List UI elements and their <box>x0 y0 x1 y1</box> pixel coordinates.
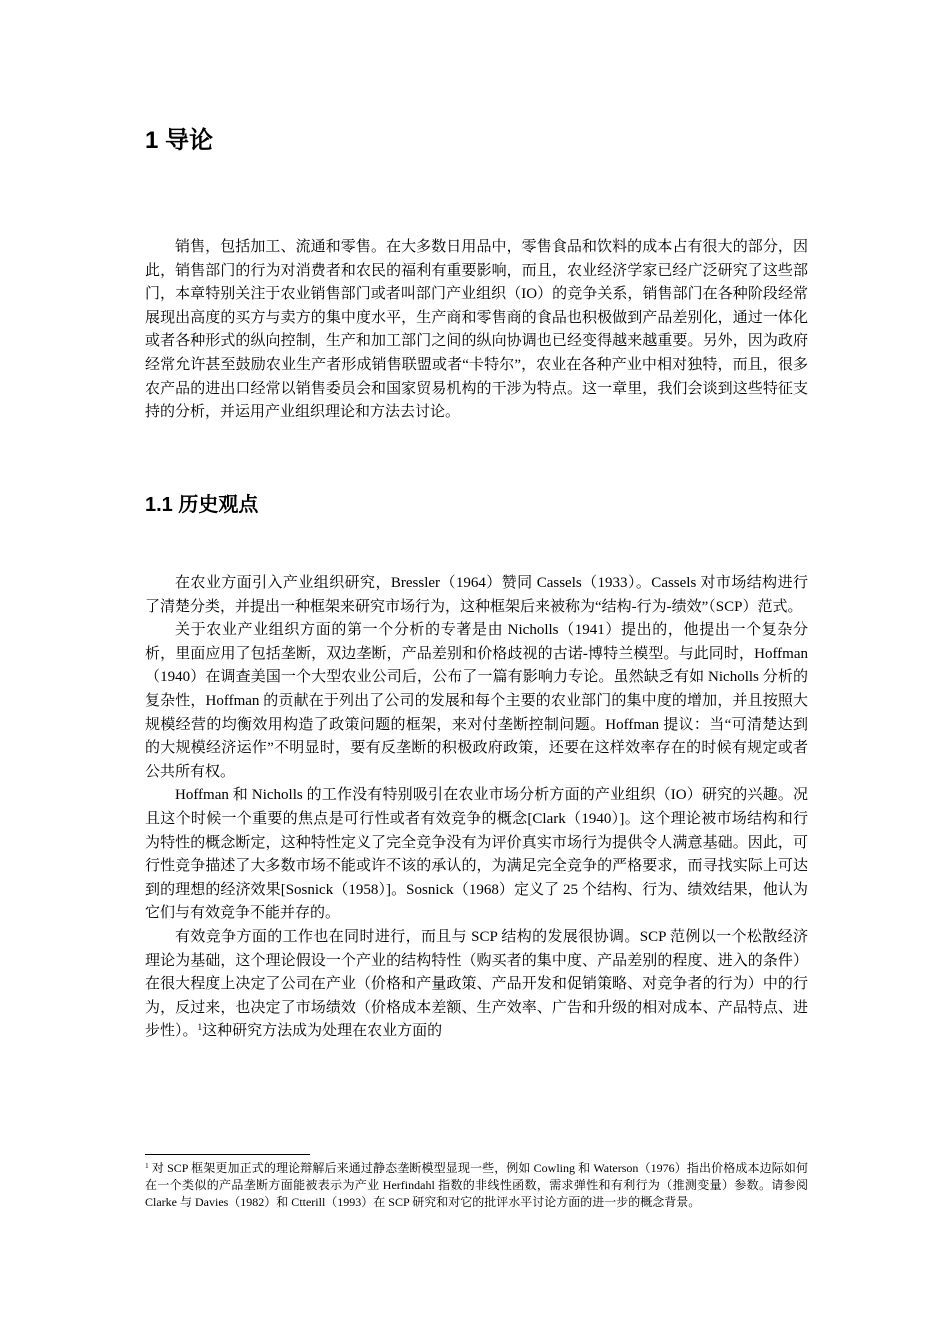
history-paragraph-4-text: 有效竞争方面的工作也在同时进行，而且与 SCP 结构的发展很协调。SCP 范例以一个松散经济理论为基础，这个理论假设一个产业的结构特性（购买者的集中度、产品差别的程度、进入的条件）在很大程度上决定了公司在产业（价格和产量政策、产品开发和促销策略、对竞争者的行为）中的行为，反过来，也决定了市场绩效（价格成本差额、生产效率、广告和升级的相对成本、产品特点、进步性）。 <box>145 928 808 1040</box>
footnote-separator <box>145 1154 310 1155</box>
section-heading-history: 1.1 历史观点 <box>145 494 259 516</box>
history-paragraph-2: 关于农业产业组织方面的第一个分析的专著是由 Nicholls（1941）提出的，他提出一个复杂分析，里面应用了包括垄断，双边垄断，产品差别和价格歧视的古诺-博特兰模型。与此同时，Hoffman（1940）在调查美国一个大型农业公司后，公布了一篇有影响力专论。虽然缺乏有如 Nicholls 分析的复杂性，Hoffman 的贡献在于列出了公司的发展和每个主要的农业部门的集中度的增加，并且按照大规模经营的均衡效用构造了政策问题的框架，来对付垄断控制问题。Hoffman 提议：当“可清楚达到的大规模经济运作”不明显时，要有反垄断的积极政府政策，还要在这样效率存在的时候有规定或者公共所有权。 <box>145 622 808 780</box>
intro-paragraph: 销售，包括加工、流通和零售。在大多数日用品中，零售食品和饮料的成本占有很大的部分，因此，销售部门的行为对消费者和农民的福利有重要影响，而且，农业经济学家已经广泛研究了这些部门，本章特别关注于农业销售部门或者叫部门产业组织（IO）的竞争关系，销售部门在各种阶段经常展现出高度的买方与卖方的集中度水平，生产商和零售商的食品也积极做到产品差别化，通过一体化或者各种形式的纵向控制，生产和加工部门之间的纵向协调也已经变得越来越重要。另外，因为政府经常允许甚至鼓励农业生产者形成销售联盟或者“卡特尔”，农业在各种产业中相对独特，而且，很多农产品的进出口经常以销售委员会和国家贸易机构的干涉为特点。这一章里，我们会谈到这些特征支持的分析，并运用产业组织理论和方法去讨论。 <box>145 239 808 421</box>
history-paragraph-4 <box>145 926 808 1044</box>
chapter-heading: 1 导论 <box>145 127 214 154</box>
history-paragraph-3: Hoffman 和 Nicholls 的工作没有特别吸引在农业市场分析方面的产业组织（IO）研究的兴趣。况且这个时候一个重要的焦点是可行性或者有效竞争的概念[Clark（1940）]。这个理论被市场结构和行为特性的概念断定，这种特性定义了完全竞争没有为评价真实市场行为提供令人满意基础。因此，可行性竞争描述了大多数市场不能或许不该的承认的，为满足完全竞争的严格要求，而寻找实际上可达到的理想的经济效果[Sosnick（1958）]。Sosnick（1968）定义了 25 个结构、行为、绩效结果，他认为它们与有效竞争不能并存的。 <box>145 787 808 922</box>
footnote-marker: 1 <box>145 1160 149 1170</box>
history-paragraph-1: 在农业方面引入产业组织研究，Bressler（1964）赞同 Cassels（1933）。Cassels 对市场结构进行了清楚分类，并提出一种框架来研究市场行为，这种框架后来被称为“结构-行为-绩效”（SCP）范式。 <box>145 575 808 615</box>
history-paragraph-4-tail: 这种研究方法成为处理在农业方面的 <box>202 1023 443 1040</box>
footnote <box>145 1160 808 1211</box>
footnote-reference[interactable]: 1 <box>197 1023 203 1034</box>
history-section <box>145 572 808 1044</box>
footnote-text: 对 SCP 框架更加正式的理论辩解后来通过静态垄断模型显现一些，例如 Cowling 和 Waterson（1976）指出价格成本边际如何在一个类似的产品垄断方面能被表示为产业 Herfindahl 指数的非线性函数，需求弹性和有利行为（推测变量）参数。请参阅 Clarke 与 Davies（1982）和 Ctterill（1993）在 SCP 研究和对它的批评水平讨论方面的进一步的概念背景。 <box>145 1161 809 1209</box>
intro-section <box>145 236 808 425</box>
